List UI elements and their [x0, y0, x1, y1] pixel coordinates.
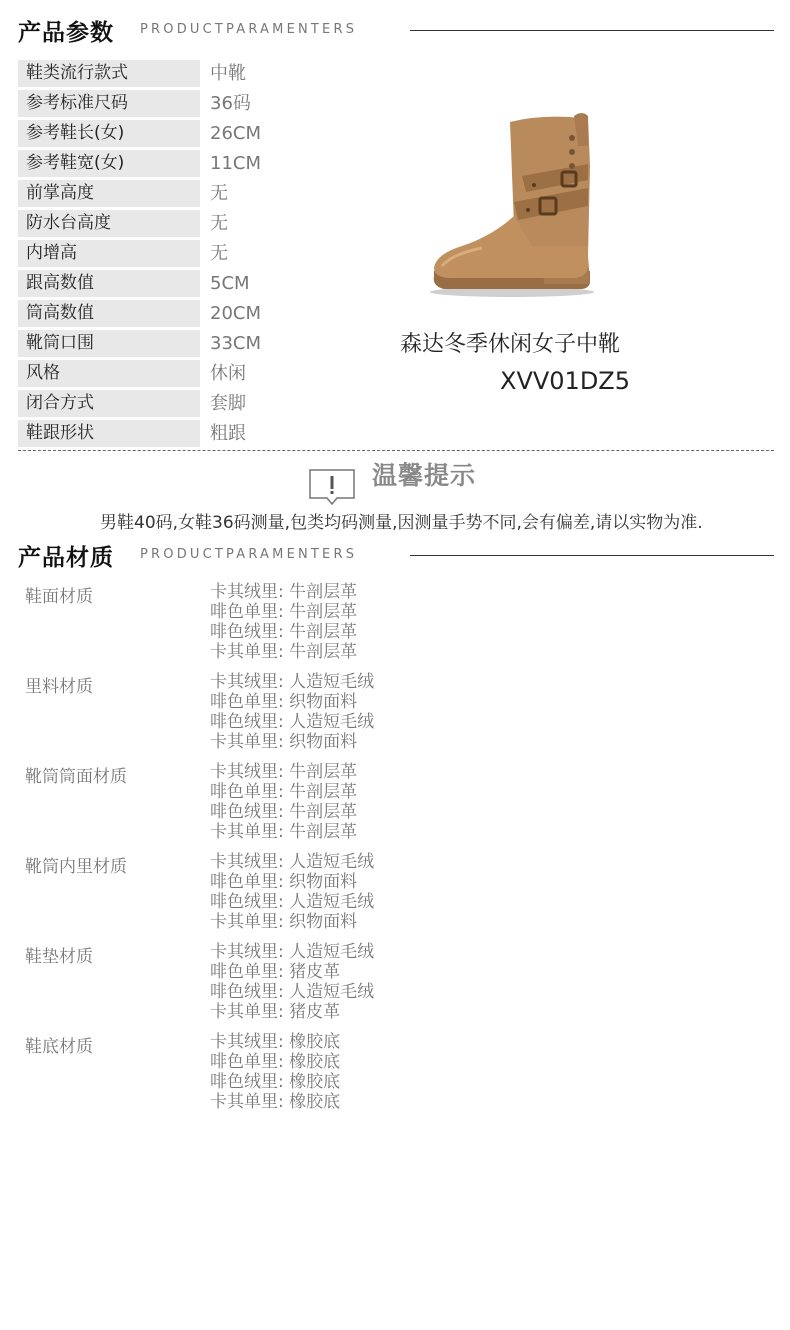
param-row — [18, 300, 378, 330]
material-line: 啡色单里: 织物面料 — [210, 692, 358, 712]
dashed-divider — [18, 450, 774, 451]
param-label: 前掌高度 — [18, 180, 200, 207]
param-row — [18, 60, 378, 90]
material-line: 卡其单里: 织物面料 — [210, 912, 358, 932]
material-line: 啡色绒里: 牛剖层革 — [210, 622, 358, 642]
param-label: 鞋类流行款式 — [18, 60, 200, 87]
param-value: 36码 — [210, 93, 251, 114]
section-header-materials — [0, 531, 790, 571]
product-name: 森达冬季休闲女子中靴 — [400, 332, 621, 357]
param-label: 风格 — [18, 360, 200, 387]
material-line: 啡色单里: 牛剖层革 — [210, 782, 358, 802]
material-line: 卡其绒里: 人造短毛绒 — [210, 672, 375, 692]
param-label: 跟高数值 — [18, 270, 200, 297]
material-group — [0, 582, 790, 672]
material-line: 卡其绒里: 牛剖层革 — [210, 582, 358, 602]
material-group — [0, 942, 790, 1032]
section-divider — [410, 555, 774, 556]
material-line: 啡色绒里: 橡胶底 — [210, 1072, 341, 1092]
param-value: 5CM — [210, 273, 250, 294]
param-label: 参考标准尺码 — [18, 90, 200, 117]
param-label: 参考鞋长(女) — [18, 120, 200, 147]
param-value: 无 — [210, 243, 228, 264]
param-label: 内增高 — [18, 240, 200, 267]
material-line: 卡其绒里: 人造短毛绒 — [210, 942, 375, 962]
param-value: 无 — [210, 183, 228, 204]
section-divider — [410, 30, 774, 31]
param-value: 休闲 — [210, 363, 246, 384]
param-label: 筒高数值 — [18, 300, 200, 327]
param-row — [18, 120, 378, 150]
params-table — [18, 60, 378, 450]
material-line: 啡色单里: 猪皮革 — [210, 962, 341, 982]
material-label: 鞋面材质 — [25, 587, 93, 607]
material-line: 啡色单里: 牛剖层革 — [210, 602, 358, 622]
param-label: 靴筒口围 — [18, 330, 200, 357]
param-row — [18, 210, 378, 240]
section-subtitle: PRODUCTPARAMENTERS — [140, 22, 358, 37]
section-title: 产品材质 — [18, 545, 114, 571]
material-line: 卡其单里: 牛剖层革 — [210, 822, 358, 842]
tip-text: 男鞋40码,女鞋36码测量,包类均码测量,因测量手势不同,会有偏差,请以实物为准. — [100, 513, 703, 533]
material-line: 啡色单里: 织物面料 — [210, 872, 358, 892]
material-line: 卡其绒里: 牛剖层革 — [210, 762, 358, 782]
section-header-params — [0, 6, 790, 46]
param-value: 11CM — [210, 153, 262, 174]
param-label: 参考鞋宽(女) — [18, 150, 200, 177]
material-label: 鞋底材质 — [25, 1037, 93, 1057]
param-label: 鞋跟形状 — [18, 420, 200, 447]
section-title: 产品参数 — [18, 20, 114, 46]
material-label: 鞋垫材质 — [25, 947, 93, 967]
param-row — [18, 90, 378, 120]
param-row — [18, 240, 378, 270]
param-value: 26CM — [210, 123, 262, 144]
param-value: 无 — [210, 213, 228, 234]
param-row — [18, 150, 378, 180]
material-label: 靴筒内里材质 — [25, 857, 127, 877]
material-group — [0, 1032, 790, 1122]
param-row — [18, 180, 378, 210]
param-row — [18, 390, 378, 420]
materials-list — [0, 582, 790, 1122]
param-label: 防水台高度 — [18, 210, 200, 237]
material-line: 卡其单里: 牛剖层革 — [210, 642, 358, 662]
param-value: 粗跟 — [210, 423, 246, 444]
material-line: 啡色绒里: 牛剖层革 — [210, 802, 358, 822]
param-value: 20CM — [210, 303, 262, 324]
param-row — [18, 270, 378, 300]
section-subtitle: PRODUCTPARAMENTERS — [140, 547, 358, 562]
material-group — [0, 672, 790, 762]
param-row — [18, 330, 378, 360]
material-label: 里料材质 — [25, 677, 93, 697]
material-group — [0, 762, 790, 852]
material-line: 卡其单里: 猪皮革 — [210, 1002, 341, 1022]
material-line: 卡其单里: 织物面料 — [210, 732, 358, 752]
product-boot-image — [422, 106, 612, 301]
material-line: 啡色单里: 橡胶底 — [210, 1052, 341, 1072]
tip-title: 温馨提示 — [372, 461, 477, 490]
material-line: 卡其绒里: 橡胶底 — [210, 1032, 341, 1052]
param-row — [18, 420, 378, 450]
material-line: 啡色绒里: 人造短毛绒 — [210, 892, 375, 912]
param-label: 闭合方式 — [18, 390, 200, 417]
param-value: 中靴 — [210, 63, 246, 84]
material-line: 卡其绒里: 人造短毛绒 — [210, 852, 375, 872]
exclamation-bubble-icon — [309, 469, 355, 505]
material-line: 啡色绒里: 人造短毛绒 — [210, 982, 375, 1002]
param-value: 33CM — [210, 333, 262, 354]
product-code: XVV01DZ5 — [500, 367, 631, 395]
material-group — [0, 852, 790, 942]
param-row — [18, 360, 378, 390]
param-value: 套脚 — [210, 393, 246, 414]
material-line: 卡其单里: 橡胶底 — [210, 1092, 341, 1112]
material-line: 啡色绒里: 人造短毛绒 — [210, 712, 375, 732]
material-label: 靴筒筒面材质 — [25, 767, 127, 787]
